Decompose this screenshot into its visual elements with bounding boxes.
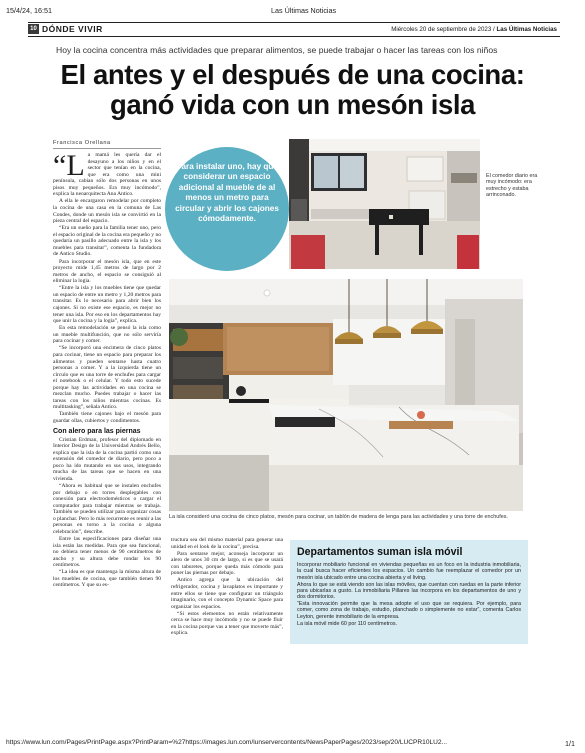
sidebar-paragraph: “Esta innovación permite que la mesa adopte el uso que se requiera. Por ejemplo, para comer, como zona de trabajo, estudio, planchado o simplemente no estar”, comenta Carlos Leyton, gerente inmobiliario de la empresa. bbox=[297, 601, 521, 620]
paragraph: “Ahora es habitual que se instalen enchufes por debajo o en torres desplegables con conexión para electrodomésticos o cargar el computador para trabajar mientras se trabaja. También se pueden utilizar para organizar cosas o planchar. Pero lo más recurrente es reunir a las personas en torno a la cocina o alguna celebración”, describe. bbox=[53, 483, 161, 535]
article-column-2 bbox=[171, 537, 283, 638]
sidebar-paragraph: La isla móvil mide 60 por 110 centímetros. bbox=[297, 620, 397, 627]
paragraph: Para incorporar el mesón isla, que en este proyecto mide 1,45 metros de largo por 2 metros de ancho, el espacio se consiguió al eliminar la logia. bbox=[53, 258, 161, 285]
paragraph: a mamá les quería dar el desayuno a los niños y en el sector que tenían en la cocina, que era como una mini península, cabían sólo dos personas en unos pisos muy pequeños. Era muy incómodo”, explica la neoarquitecta Ana Antico. bbox=[53, 152, 161, 198]
paragraph: En esta remodelación se pensó la isla como un mueble multifunción, que no sólo serviría para cocinar y comer. bbox=[53, 325, 161, 345]
paragraph: Antico agrega que la ubicación del refrigerador, cocina y lavaplatos es importante y entre ellos se tiene que configurar un triángulo imaginario, con el concepto Dynamic Space para organizar los espacios. bbox=[171, 577, 283, 610]
kitchen-island-photo bbox=[169, 279, 523, 511]
sidebar-box bbox=[290, 540, 528, 644]
sidebar-title: Departamentos suman isla móvil bbox=[297, 546, 463, 558]
paragraph: “La idea es que mantenga la misma altura de los muebles de cocina, que también tienen 90 centímetros. Y que su es- bbox=[53, 569, 161, 589]
byline: Francisca Orellana bbox=[53, 140, 111, 146]
paragraph: A ella le encargaron remodelar por completo la cocina de una casa en la comuna de Las Condes, donde un mesón isla se convirtió en la pieza central del espacio. bbox=[53, 198, 161, 225]
headline-line-2: ganó vida con un mesón isla bbox=[109, 89, 476, 120]
paragraph: “Era un sueño para la familia tener uno, pero el espacio original de la cocina era pequeño y no quedaría un pasillo adecuado entre la isla y los muebles para transitar”, comenta la fundadora de Antico Studio. bbox=[53, 225, 161, 258]
paragraph: También tiene cajones bajo el mesón para guardar ollas, cubiertos y condimentos. bbox=[53, 411, 161, 425]
kitchen-photo-caption: La isla consideró una cocina de cinco platos, mesón para cocinar, un tablón de madera de lenga para las actividades y una torre de enchufes. bbox=[169, 514, 508, 520]
paragraph: “Se incorporó una encimera de cinco platos para cocinar, tiene un espacio para preparar los alimentos y pueden sentarse hasta cuatro personas a comer. Y a la izquierda tiene un círculo que es una torre de enchufes para cargar el notebook o el celular. Y todo esto sucede porque hay las actividades en una cocina se mezclan mucho. Puedes trabajar o hacer las tareas con los niños mientras cocinas. Es multitasking”, señala Antico. bbox=[53, 345, 161, 411]
sidebar-paragraph: Incorporar mobiliario funcional en viviendas pequeñas es un foco en la industria inmobiliaria, la cual busca hacer eficientes los espacios. Un cambio fue reemplazar el comedor por un mesón isla ubicado entre una cocina abierta y el living. bbox=[297, 562, 521, 581]
sidebar-body bbox=[297, 562, 521, 627]
article-headline bbox=[40, 60, 545, 120]
issue-date-text: Miércoles 20 de septiembre de 2023 / bbox=[391, 26, 495, 33]
header-bottom-rule bbox=[28, 36, 560, 37]
paragraph: Cristian Erdman, profesor del diplomado en Interior Design de la Universidad Andrés Bello, explica que la isla de la cocina partió como una extensión del comedor de diario, pero poco a poco ha ido mutando en sus usos, integrando mucha de las tareas que se hacen en una vivienda. bbox=[53, 436, 161, 482]
publication-name: Las Últimas Noticias bbox=[496, 26, 557, 33]
paragraph: Entre las especificaciones para diseñar una isla están las medidas. Para que sea funcional, no debiera tener menos de 90 centímetros de ancho y su altura debe rondar los 90 centímetros. bbox=[53, 536, 161, 569]
pull-quote-callout: Para instalar uno, hay que considerar un espacio adicional al mueble de al menos un metro para circular y abrir los cajones cómodamente. bbox=[165, 147, 289, 271]
headline-line-1: El antes y el después de una cocina: bbox=[60, 59, 525, 90]
issue-date bbox=[391, 26, 557, 33]
print-url: https://www.lun.com/Pages/PrintPage.aspx?PrintParam=%27https://images.lun.com/lunservercontents/NewsPaperPages/2023/sep/20/LUCPR10LU2... bbox=[6, 739, 448, 746]
before-photo-caption: El comedor diario era muy incómodo: era estrecho y estaba arrinconado. bbox=[486, 173, 538, 199]
paragraph: “Entre la isla y los muebles tiene que quedar un espacio de entre un metro y 1,20 metros para transitar. Es lo necesario para abrir bien los cajones. Si no existe ese espacio, es mejor no tener una isla. Por eso en los departamentos hay que unir la cocina y la logia”, explica. bbox=[53, 285, 161, 325]
subhead: Con alero para las piernas bbox=[53, 427, 141, 435]
drop-cap: “L bbox=[53, 149, 85, 182]
print-datetime: 15/4/24, 16:51 bbox=[6, 6, 52, 15]
article-column-1 bbox=[53, 149, 161, 590]
print-site-title: Las Últimas Noticias bbox=[271, 6, 337, 15]
page-number-badge: 10 bbox=[28, 24, 39, 34]
sidebar-paragraph: Ahora lo que se está viendo son las islas móviles, que cuentan con ruedas en la parte inferior para ubicarlas a gusto. La inmobiliaria Pillares las incorpora en los departamentos de uno y dos dormitorios. bbox=[297, 581, 521, 601]
before-kitchen-photo bbox=[289, 139, 480, 269]
paragraph: tructura sea del mismo material para generar una unidad en el look de la cocina”, precisa. bbox=[171, 537, 283, 550]
lead-paragraph bbox=[53, 149, 161, 198]
section-title: DÓNDE VIVIR bbox=[42, 24, 103, 34]
paragraph: Para sentarse mejor, aconseja incorporar un alero de unos 30 cm de largo, si es que se usará con taburetes, porque queda más cómodo para poner las piernas por debajo. bbox=[171, 550, 283, 577]
header-top-rule bbox=[28, 22, 560, 23]
print-page-count: 1/1 bbox=[565, 739, 575, 748]
paragraph: “Si estos elementos no están relativamente cerca se hace muy incómodo y no se puede fluir en la cocina porque vas a tener que moverte más”, explica. bbox=[171, 610, 283, 637]
article-kicker: Hoy la cocina concentra más actividades que preparar alimentos, se puede trabajar o hacer las tareas con los niños bbox=[56, 45, 498, 55]
